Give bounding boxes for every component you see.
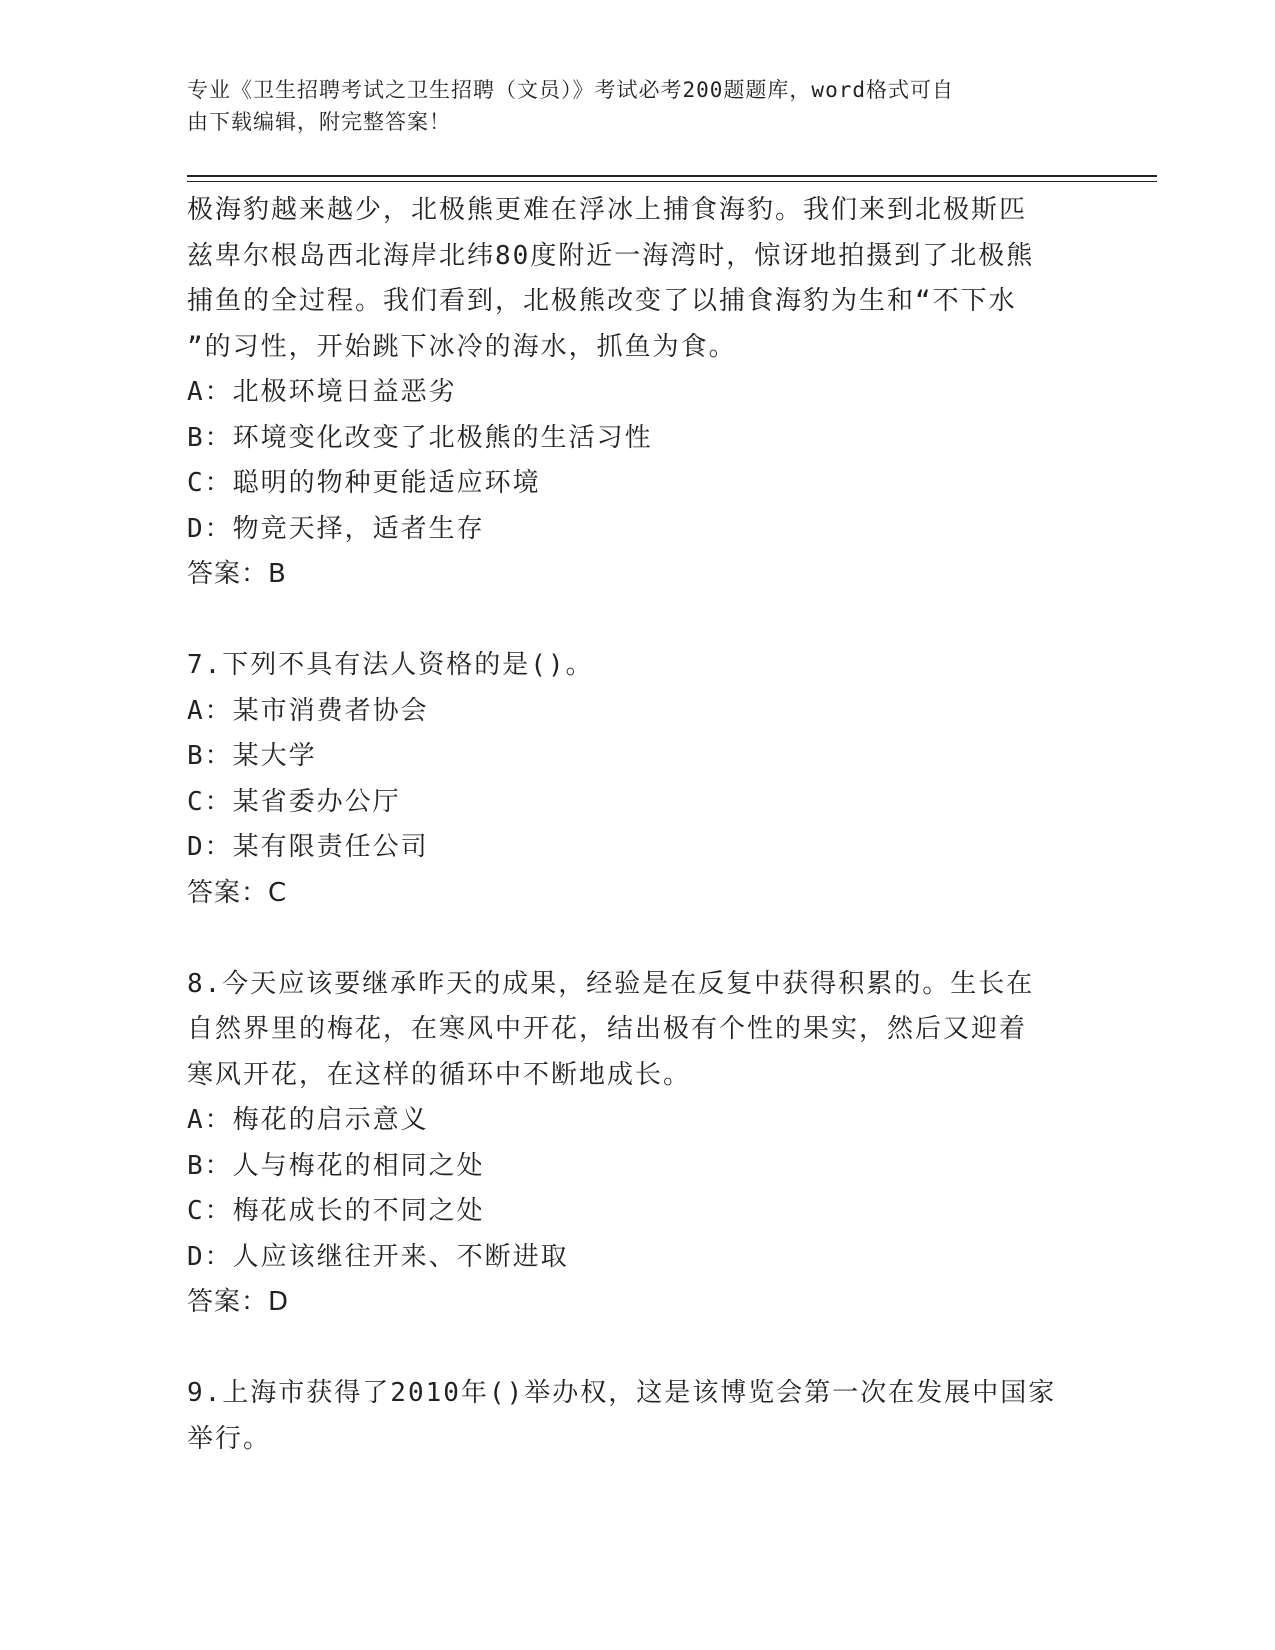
question-6-text-line: ”的习性，开始跳下冰冷的海水，抓鱼为食。 — [187, 331, 737, 362]
header-rule-thick — [187, 175, 1157, 177]
question-6-text-line: 兹卑尔根岛西北海岸北纬80度附近一海湾时，惊讶地拍摄到了北极熊 — [187, 240, 1035, 271]
document-body — [187, 188, 1087, 1462]
question-6-option-d: D：物竞天择，适者生存 — [187, 513, 485, 544]
question-7-answer: 答案：C — [187, 877, 288, 908]
question-7-block — [187, 643, 1087, 916]
question-7-option-b: B：某大学 — [187, 741, 317, 771]
question-7-option-d: D：某有限责任公司 — [187, 832, 429, 862]
question-7-text-line: 7.下列不具有法人资格的是()。 — [187, 650, 594, 680]
question-8-option-d: D：人应该继往开来、不断进取 — [187, 1241, 569, 1272]
question-8-answer: 答案：D — [187, 1287, 290, 1317]
question-6-answer: 答案：B — [187, 559, 287, 589]
question-9-text-line: 9.上海市获得了2010年()举办权，这是该博览会第一次在发展中国家 — [187, 1378, 1057, 1408]
question-8-block — [187, 962, 1087, 1326]
question-8-text-line: 8.今天应该要继承昨天的成果，经验是在反复中获得积累的。生长在 — [187, 968, 1035, 999]
question-9-block — [187, 1371, 1087, 1462]
question-8-text-line: 自然界里的梅花，在寒风中开花，结出极有个性的果实，然后又迎着 — [187, 1014, 1028, 1044]
question-6-option-c: C：聪明的物种更能适应环境 — [187, 468, 541, 498]
header-line-1: 专业《卫生招聘考试之卫生招聘（文员）》考试必考200题题库，word格式可自 — [187, 78, 954, 102]
question-6-block — [187, 188, 1087, 598]
question-6-option-b: B：环境变化改变了北极熊的生活习性 — [187, 422, 653, 453]
question-7-option-c: C：某省委办公厅 — [187, 786, 401, 817]
question-8-text-line: 寒风开花，在这样的循环中不断地成长。 — [187, 1059, 692, 1090]
question-8-option-b: B：人与梅花的相同之处 — [187, 1150, 485, 1181]
question-6-option-a: A：北极环境日益恶劣 — [187, 377, 457, 407]
question-8-option-a: A：梅花的启示意义 — [187, 1105, 429, 1135]
question-6-text-line: 极海豹越来越少，北极熊更难在浮冰上捕食海豹。我们来到北极斯匹 — [187, 195, 1028, 225]
question-8-option-c: C：梅花成长的不同之处 — [187, 1196, 485, 1226]
header-rule-thin — [187, 181, 1157, 182]
question-6-text-line: 捕鱼的全过程。我们看到，北极熊改变了以捕食海豹为生和“不下水 — [187, 286, 1017, 316]
question-7-option-a: A：某市消费者协会 — [187, 695, 429, 726]
document-header — [187, 74, 1067, 138]
question-9-text-line: 举行。 — [187, 1423, 272, 1454]
header-line-2: 由下载编辑，附完整答案！ — [187, 110, 451, 134]
